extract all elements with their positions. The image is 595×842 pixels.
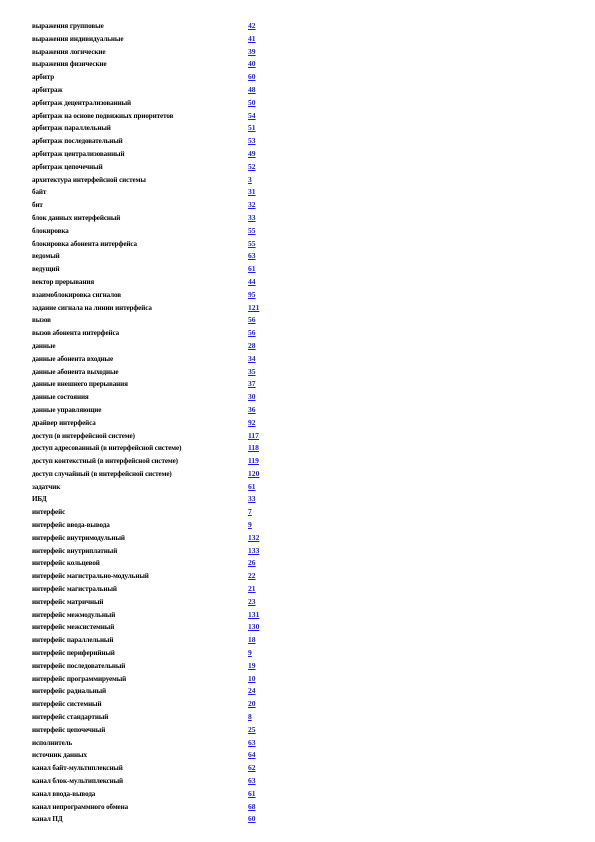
page-link[interactable]: 9 — [248, 648, 252, 658]
index-entry — [32, 481, 572, 494]
page-link[interactable]: 133 — [248, 545, 260, 555]
index-entry — [32, 212, 572, 225]
index-entry — [32, 404, 572, 417]
index-entry — [32, 276, 572, 289]
page-link[interactable]: 61 — [248, 481, 256, 491]
index-entry — [32, 762, 572, 775]
page-link[interactable]: 60 — [248, 72, 256, 82]
index-term: блокировка — [32, 226, 69, 235]
index-entry — [32, 493, 572, 506]
index-entry — [32, 340, 572, 353]
page-link[interactable]: 20 — [248, 699, 256, 709]
page-link[interactable]: 92 — [248, 417, 256, 427]
index-term: интерфейс — [32, 508, 66, 517]
index-entry — [32, 801, 572, 814]
index-entry — [32, 20, 572, 33]
index-term: выражения физические — [32, 60, 107, 69]
index-entry — [32, 788, 572, 801]
index-term: доступ контекстный (в интерфейсной системе) — [32, 457, 178, 466]
page-link[interactable]: 36 — [248, 404, 256, 414]
index-entry — [32, 647, 572, 660]
page-link[interactable]: 24 — [248, 686, 256, 696]
page-link[interactable]: 21 — [248, 584, 256, 594]
page-link[interactable]: 41 — [248, 33, 256, 43]
index-entry — [32, 391, 572, 404]
index-term: интерфейс межмодульный — [32, 610, 116, 619]
index-term: исполнитель — [32, 738, 73, 747]
page-link[interactable]: 50 — [248, 97, 256, 107]
index-entry — [32, 532, 572, 545]
page-link[interactable]: 130 — [248, 622, 260, 632]
index-entry — [32, 46, 572, 59]
index-entry — [32, 199, 572, 212]
page-link[interactable]: 22 — [248, 571, 256, 581]
index-term: задание сигнала на линии интерфейса — [32, 303, 152, 312]
index-list — [32, 20, 572, 826]
index-term: интерфейс межсистемный — [32, 623, 115, 632]
page-link[interactable]: 56 — [248, 328, 256, 338]
index-term: ведомый — [32, 252, 60, 261]
index-term: интерфейс магистральный — [32, 585, 117, 594]
page-link[interactable]: 44 — [248, 276, 256, 286]
page-link[interactable]: 9 — [248, 520, 252, 530]
page-link[interactable]: 56 — [248, 315, 256, 325]
index-term: доступ адресованный (в интерфейсной системе) — [32, 444, 182, 453]
index-entry — [32, 737, 572, 750]
index-entry — [32, 353, 572, 366]
index-entry — [32, 161, 572, 174]
index-entry — [32, 749, 572, 762]
index-term: данные внешнего прерывания — [32, 380, 128, 389]
page-link[interactable]: 64 — [248, 750, 256, 760]
index-term: данные абонента выходные — [32, 367, 119, 376]
index-term: данные — [32, 341, 56, 350]
page-link[interactable]: 68 — [248, 801, 256, 811]
page-link[interactable]: 118 — [248, 443, 259, 453]
page-link[interactable]: 61 — [248, 788, 256, 798]
page-link[interactable]: 19 — [248, 660, 256, 670]
page-link[interactable]: 52 — [248, 161, 256, 171]
page-link[interactable]: 37 — [248, 379, 256, 389]
index-term: ведущий — [32, 265, 60, 274]
index-entry — [32, 327, 572, 340]
index-entry — [32, 186, 572, 199]
page-link[interactable]: 23 — [248, 596, 256, 606]
page-link[interactable]: 49 — [248, 148, 256, 158]
index-entry — [32, 417, 572, 430]
index-entry — [32, 519, 572, 532]
index-entry — [32, 468, 572, 481]
page-link[interactable]: 7 — [248, 507, 252, 517]
page-link[interactable]: 132 — [248, 532, 260, 542]
index-term: источник данных — [32, 751, 87, 760]
page-link[interactable]: 61 — [248, 264, 256, 274]
index-term: интерфейс внутриплатный — [32, 546, 118, 555]
page-link[interactable]: 35 — [248, 366, 256, 376]
index-entry — [32, 238, 572, 251]
index-entry — [32, 110, 572, 123]
index-term: интерфейс системный — [32, 700, 102, 709]
index-term: канал блок-мультиплексный — [32, 777, 124, 786]
index-term: арбитраж параллельный — [32, 124, 111, 133]
index-term: интерфейс матричный — [32, 597, 104, 606]
index-entry — [32, 430, 572, 443]
page-link[interactable]: 25 — [248, 724, 256, 734]
index-term: блокировка абонента интерфейса — [32, 239, 137, 248]
index-term: канал ПД — [32, 815, 63, 824]
page-link[interactable]: 33 — [248, 212, 256, 222]
index-entry — [32, 314, 572, 327]
page-link[interactable]: 26 — [248, 558, 256, 568]
page-link[interactable]: 121 — [248, 302, 260, 312]
index-term: ИБД — [32, 495, 47, 504]
index-entry — [32, 583, 572, 596]
page-link[interactable]: 117 — [248, 430, 259, 440]
index-term: выражения групповые — [32, 22, 104, 30]
index-entry — [32, 135, 572, 148]
index-term: канал ввода-вывода — [32, 789, 96, 798]
index-term: вызов абонента интерфейса — [32, 329, 120, 338]
index-entry — [32, 621, 572, 634]
page-link[interactable]: 131 — [248, 609, 260, 619]
index-entry — [32, 609, 572, 622]
page-link[interactable]: 63 — [248, 251, 256, 261]
index-term: интерфейс радиальный — [32, 687, 107, 696]
index-entry — [32, 775, 572, 788]
index-entry — [32, 724, 572, 737]
index-term: вызов — [32, 316, 51, 325]
index-term: арбитраж — [32, 85, 63, 94]
index-entry — [32, 711, 572, 724]
page-link[interactable]: 55 — [248, 238, 256, 248]
index-term: доступ случайный (в интерфейсной системе) — [32, 469, 172, 478]
page-link[interactable]: 63 — [248, 737, 256, 747]
index-term: интерфейс параллельный — [32, 636, 114, 645]
index-term: арбитраж последовательный — [32, 137, 123, 146]
page-link[interactable]: 8 — [248, 712, 252, 722]
index-term: доступ (в интерфейсной системе) — [32, 431, 135, 440]
index-entry — [32, 366, 572, 379]
index-term: задатчик — [32, 482, 61, 491]
index-term: арбитр — [32, 73, 55, 82]
index-entry — [32, 378, 572, 391]
index-entry — [32, 225, 572, 238]
index-term: арбитраж на основе подвижных приоритетов — [32, 111, 174, 120]
index-entry — [32, 442, 572, 455]
page-link[interactable]: 119 — [248, 456, 259, 466]
index-term: бит — [32, 201, 43, 210]
page-link[interactable]: 120 — [248, 468, 260, 478]
page-link[interactable]: 42 — [248, 21, 256, 30]
index-entry — [32, 673, 572, 686]
index-term: взаимоблокировка сигналов — [32, 290, 121, 299]
index-entry — [32, 263, 572, 276]
index-term: арбитраж цепочечный — [32, 162, 103, 171]
page-link[interactable]: 48 — [248, 84, 256, 94]
index-term: канал непрограммного обмена — [32, 802, 129, 811]
index-entry — [32, 84, 572, 97]
index-term: интерфейс периферийный — [32, 649, 115, 658]
index-term: архитектура интерфейсной системы — [32, 175, 146, 184]
index-entry — [32, 813, 572, 826]
index-term: интерфейс последовательный — [32, 661, 126, 670]
index-term: интерфейс кольцевой — [32, 559, 100, 568]
page-link[interactable]: 60 — [248, 814, 256, 824]
index-entry — [32, 302, 572, 315]
index-entry — [32, 455, 572, 468]
page-link[interactable]: 55 — [248, 225, 256, 235]
index-entry — [32, 148, 572, 161]
page-link[interactable]: 34 — [248, 353, 256, 363]
index-term: арбитраж централизованный — [32, 149, 125, 158]
index-term: драйвер интерфейса — [32, 418, 96, 427]
index-entry — [32, 289, 572, 302]
page-link[interactable]: 28 — [248, 340, 256, 350]
page-link[interactable]: 63 — [248, 776, 256, 786]
index-term: выражения индивидуальные — [32, 34, 124, 43]
index-entry — [32, 570, 572, 583]
page-link[interactable]: 33 — [248, 494, 256, 504]
index-entry — [32, 122, 572, 135]
page-link[interactable]: 31 — [248, 187, 256, 197]
index-term: интерфейс ввода-вывода — [32, 521, 110, 530]
index-entry — [32, 634, 572, 647]
index-term: арбитраж децентрализованный — [32, 98, 132, 107]
index-entry — [32, 71, 572, 84]
index-entry — [32, 545, 572, 558]
index-term: интерфейс стандартный — [32, 713, 109, 722]
index-term: выражения логические — [32, 47, 106, 56]
page-link[interactable]: 30 — [248, 392, 256, 402]
page-link[interactable]: 18 — [248, 635, 256, 645]
index-entry — [32, 557, 572, 570]
index-term: интерфейс программируемый — [32, 674, 127, 683]
index-entry — [32, 698, 572, 711]
index-term: вектор прерывания — [32, 277, 95, 286]
page-link[interactable]: 32 — [248, 200, 256, 210]
index-term: интерфейс цепочечный — [32, 725, 106, 734]
index-entry — [32, 33, 572, 46]
index-entry — [32, 660, 572, 673]
index-entry — [32, 685, 572, 698]
index-entry — [32, 250, 572, 263]
page-link[interactable]: 62 — [248, 763, 256, 773]
index-entry — [32, 596, 572, 609]
page-link[interactable]: 39 — [248, 46, 256, 56]
index-term: данные управляющие — [32, 405, 102, 414]
index-term: байт — [32, 188, 47, 197]
index-term: интерфейс магистрально-модульный — [32, 572, 149, 581]
index-entry — [32, 97, 572, 110]
index-entry — [32, 506, 572, 519]
index-entry — [32, 174, 572, 187]
index-term: интерфейс внутримодульный — [32, 533, 125, 542]
page-link[interactable]: 10 — [248, 673, 256, 683]
index-entry — [32, 58, 572, 71]
page-link[interactable]: 53 — [248, 136, 256, 146]
index-term: блок данных интерфейсный — [32, 213, 121, 222]
page-link[interactable]: 3 — [248, 174, 252, 184]
page-link[interactable]: 54 — [248, 110, 256, 120]
index-term: данные абонента входные — [32, 354, 114, 363]
page-link[interactable]: 51 — [248, 123, 256, 133]
page-link[interactable]: 95 — [248, 289, 256, 299]
page-link[interactable]: 40 — [248, 59, 256, 69]
index-term: канал байт-мультиплексный — [32, 764, 123, 773]
index-term: данные состояния — [32, 393, 89, 402]
